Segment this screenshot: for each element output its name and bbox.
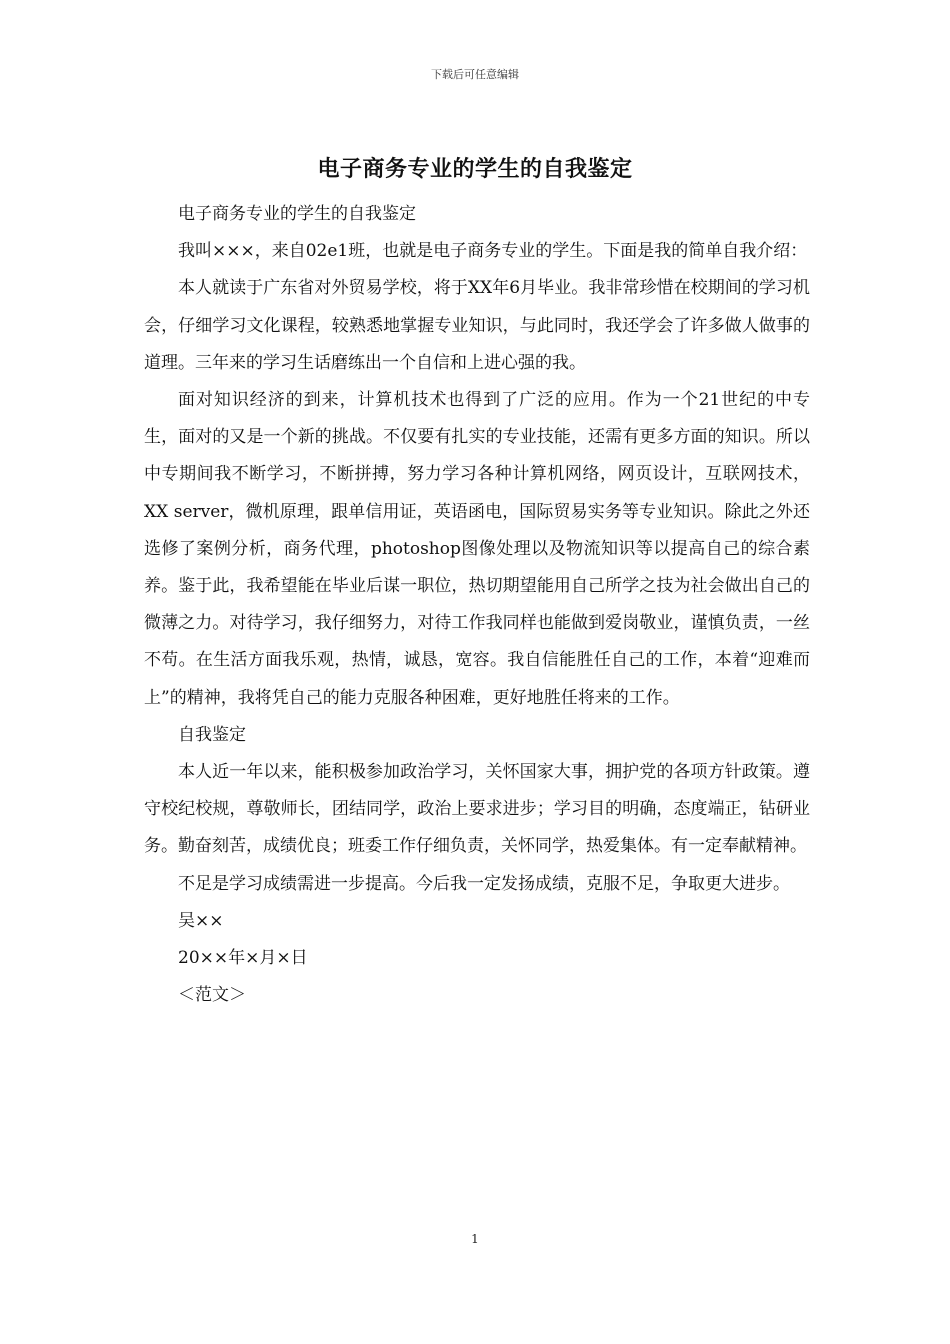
body-paragraph-shortcomings: 不足是学习成绩需进一步提高。今后我一定发扬成绩，克服不足，争取更大进步。 bbox=[178, 873, 790, 894]
body-paragraph-assessment: 本人近一年以来，能积极参加政治学习，关怀国家大事，拥护党的各项方针政策。遵守校纪校规，尊敬师长，团结同学，政治上要求进步；学习目的明确，态度端正，钻研业务。勤奋刻苦，成绩优良；班委工作仔细负责，关怀同学，热爱集体。有一定奉献精神。 bbox=[144, 762, 810, 857]
sample-label: ＜范文＞ bbox=[178, 985, 246, 1006]
document-title: 电子商务专业的学生的自我鉴定 bbox=[317, 157, 633, 182]
body-paragraph-school: 本人就读于广东省对外贸易学校，将于XX年6月毕业。我非常珍惜在校期间的学习机会，仔细学习文化课程，较熟悉地掌握专业知识，与此同时，我还学会了许多做人做事的道理。三年来的学习生话磨练出一个自信和上进心强的我。 bbox=[144, 278, 810, 373]
section-heading-self-assessment: 自我鉴定 bbox=[178, 724, 246, 745]
document-body bbox=[144, 196, 810, 1014]
signature-date: 20××年×月×日 bbox=[178, 948, 308, 969]
header-note: 下载后可任意编辑 bbox=[431, 68, 519, 81]
page-number: 1 bbox=[471, 1232, 479, 1246]
body-paragraph-intro: 我叫×××，来自02e1班，也就是电子商务专业的学生。下面是我的简单自我介绍： bbox=[178, 241, 808, 262]
signature-name: 吴×× bbox=[178, 910, 224, 931]
body-paragraph-subtitle: 电子商务专业的学生的自我鉴定 bbox=[178, 204, 416, 224]
body-paragraph-skills: 面对知识经济的到来，计算机技术也得到了广泛的应用。作为一个21世纪的中专生，面对的又是一个新的挑战。不仅要有扎实的专业技能，还需有更多方面的知识。所以中专期间我不断学习，不断拼搏，努力学习各种计算机网络，网页设计，互联网技术，XX server，微机原理，跟单信用证，英语函电，国际贸易实务等专业知识。除此之外还选修了案例分析，商务代理，photoshop图像处理以及物流知识等以提高自己的综合素养。鉴于此，我希望能在毕业后谋一职位，热切期望能用自己所学之技为社会做出自己的微薄之力。对待学习，我仔细努力，对待工作我同样也能做到爱岗敬业，谨慎负责，一丝不苟。在生活方面我乐观，热情，诚恳，宽容。我自信能胜任自己的工作，本着“迎难而上”的精神，我将凭自己的能力克服各种困难，更好地胜任将来的工作。 bbox=[144, 390, 810, 708]
